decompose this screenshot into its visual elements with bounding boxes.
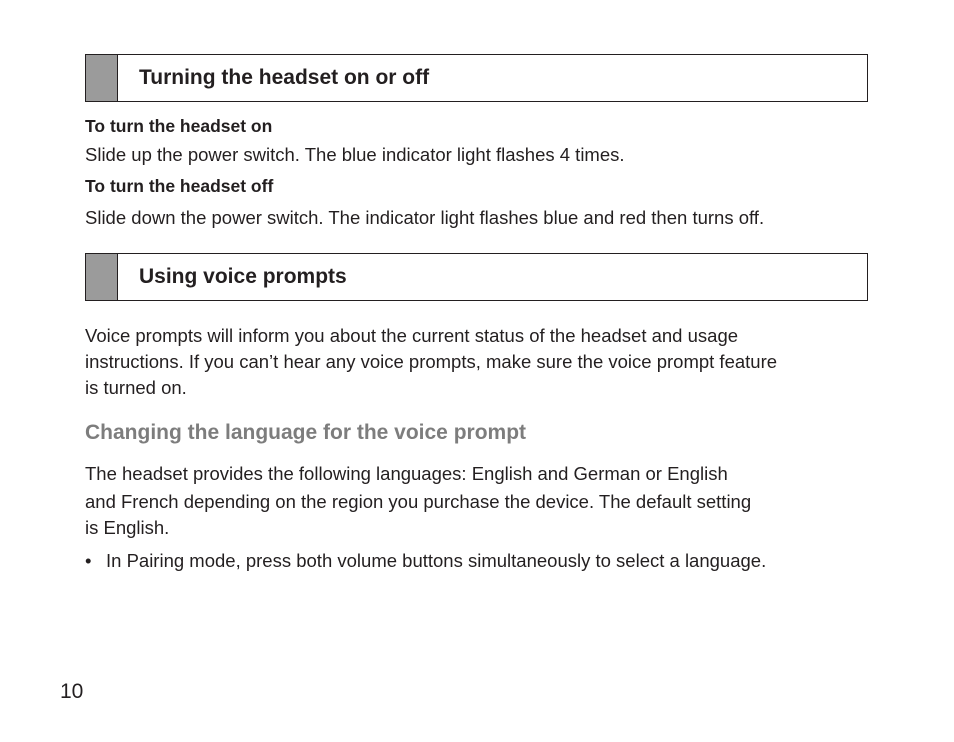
heading-turn-off: To turn the headset off [85, 176, 274, 196]
page-number: 10 [60, 680, 84, 703]
voice-intro-line-1: Voice prompts will inform you about the current status of the headset and usage [85, 325, 739, 346]
section-tab-marker [86, 254, 118, 300]
language-line-3: is English. [85, 517, 170, 538]
voice-intro-line-2: instructions. If you can’t hear any voice prompts, make sure the voice prompt feature [85, 351, 778, 372]
section-header-voice-prompts [85, 253, 868, 301]
subsection-title-language: Changing the language for the voice prompt [85, 421, 527, 444]
heading-turn-on: To turn the headset on [85, 116, 273, 136]
text-turn-off: Slide down the power switch. The indicator light flashes blue and red then turns off. [85, 207, 765, 228]
voice-intro-line-3: is turned on. [85, 377, 187, 398]
language-line-2: and French depending on the region you purchase the device. The default setting [85, 491, 752, 512]
bullet-item-language [85, 550, 766, 572]
language-line-1: The headset provides the following languages: English and German or English [85, 463, 728, 484]
text-turn-on: Slide up the power switch. The blue indicator light flashes 4 times. [85, 144, 625, 165]
section-title-power: Turning the headset on or off [139, 66, 430, 89]
bullet-icon: • [85, 550, 92, 571]
bullet-text: In Pairing mode, press both volume buttons simultaneously to select a language. [106, 550, 767, 571]
section-title-voice-prompts: Using voice prompts [139, 265, 347, 288]
section-tab-marker [86, 55, 118, 101]
section-header-power [85, 54, 868, 102]
